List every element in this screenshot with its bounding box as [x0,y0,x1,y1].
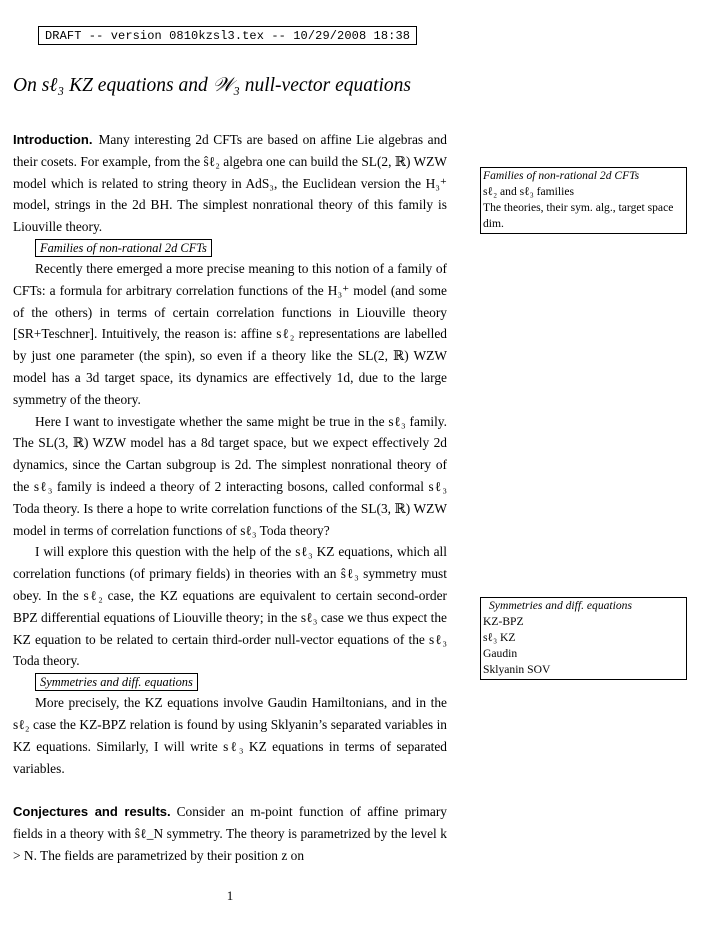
inline-box-families: Families of non-rational 2d CFTs [35,239,212,257]
margin-note-2-line: KZ-BPZ [483,615,524,628]
draft-label: DRAFT -- version 0810kzsl3.tex -- 10/29/2008 18:38 [45,29,411,43]
conjectures-paragraph [13,801,447,866]
margin-note-2-line: Gaudin [483,647,518,660]
intro-paragraph-4: I will explore this question with the help of the sℓ₃ KZ equations, which all correlation functions (of primary fields) in theories with an ŝℓ₃ symmetry must obey. In the sℓ₂ case, the KZ equations are equivalent to certain second-order BPZ differential equations of Liouville theory; in the sℓ₃ case we thus expect the KZ equation to be related to certain third-order null-vector equations of the sℓ₃ Toda theory. [13,544,447,669]
margin-note-1-line: The theories, their sym. alg., target space dim. [483,201,674,230]
main-text-column [13,129,447,867]
margin-note-symmetries [480,597,687,680]
intro-paragraph-3: Here I want to investigate whether the same might be true in the sℓ₃ family. The SL(3, ℝ) WZW model has a 8d target space, but we expect effectively 2d dynamics, since the Cartan subgroup is 2d. The simplest nonrational theory of the sℓ₃ family is indeed a theory of 2 interacting bosons, called conformal sℓ₃ Toda theory. Is there a hope to write correlation functions of the SL(3, ℝ) WZW model in terms of correlation functions of sℓ₃ Toda theory? [13,413,447,538]
inline-box-row-2 [13,672,447,692]
margin-note-families [480,167,687,234]
margin-note-1-line: sℓ₂ and sℓ₃ families [483,185,574,198]
margin-note-2-line: Sklyanin SOV [483,663,551,676]
page-number: 1 [226,888,234,903]
margin-note-2-line: sℓ₃ KZ [483,631,516,644]
conj-p1-text: Consider an m-point function of affine primary fields in a theory with ŝℓ_N symmetry. The theory is parametrized by the level k > N. The fields are parametrized by their position z on [13,804,447,863]
draft-header-box [38,26,417,45]
conjectures-heading: Conjectures and results. [13,804,171,820]
paper-title: On sℓ₃ KZ equations and 𝒲₃ null-vector equations [13,75,411,96]
margin-note-2-title: Symmetries and diff. equations [489,599,632,612]
intro-p1-text: Many interesting 2d CFTs are based on affine Lie algebras and their cosets. For example, from the ŝℓ₂ algebra one can build the SL(2, ℝ) WZW model which is related to string theory in AdS₃, the Euclidean version the H₃⁺ model, strings in the 2d BH. The simplest nonrational theory of this family is Liouville theory. [13,132,447,235]
margin-note-1-title: Families of non-rational 2d CFTs [483,169,640,182]
intro-paragraph-5: More precisely, the KZ equations involve Gaudin Hamiltonians, and in the sℓ₂ case the KZ-BPZ relation is found by using Sklyanin’s separated variables in KZ equations. Similarly, I will write sℓ₃ KZ equations in terms of separated variables. [13,695,447,776]
inline-box-row-1 [13,238,447,258]
intro-paragraph-2: Recently there emerged a more precise meaning to this notion of a family of CFTs: a formula for arbitrary correlation functions of the H₃⁺ model (and some of the others) in terms of certain correlation functions in Liouville theory [SR+Teschner]. Intuitively, the reason is: affine sℓ₂ representations are labelled by just one parameter (the spin), so even if a theory like the SL(2, ℝ) WZW model has a 3d target space, its dynamics are effectively 1d, due to the large symmetry of the theory. [13,260,447,407]
inline-box-symmetries: Symmetries and diff. equations [35,673,198,691]
intro-heading: Introduction. [13,132,93,147]
intro-paragraph-1 [13,129,447,238]
